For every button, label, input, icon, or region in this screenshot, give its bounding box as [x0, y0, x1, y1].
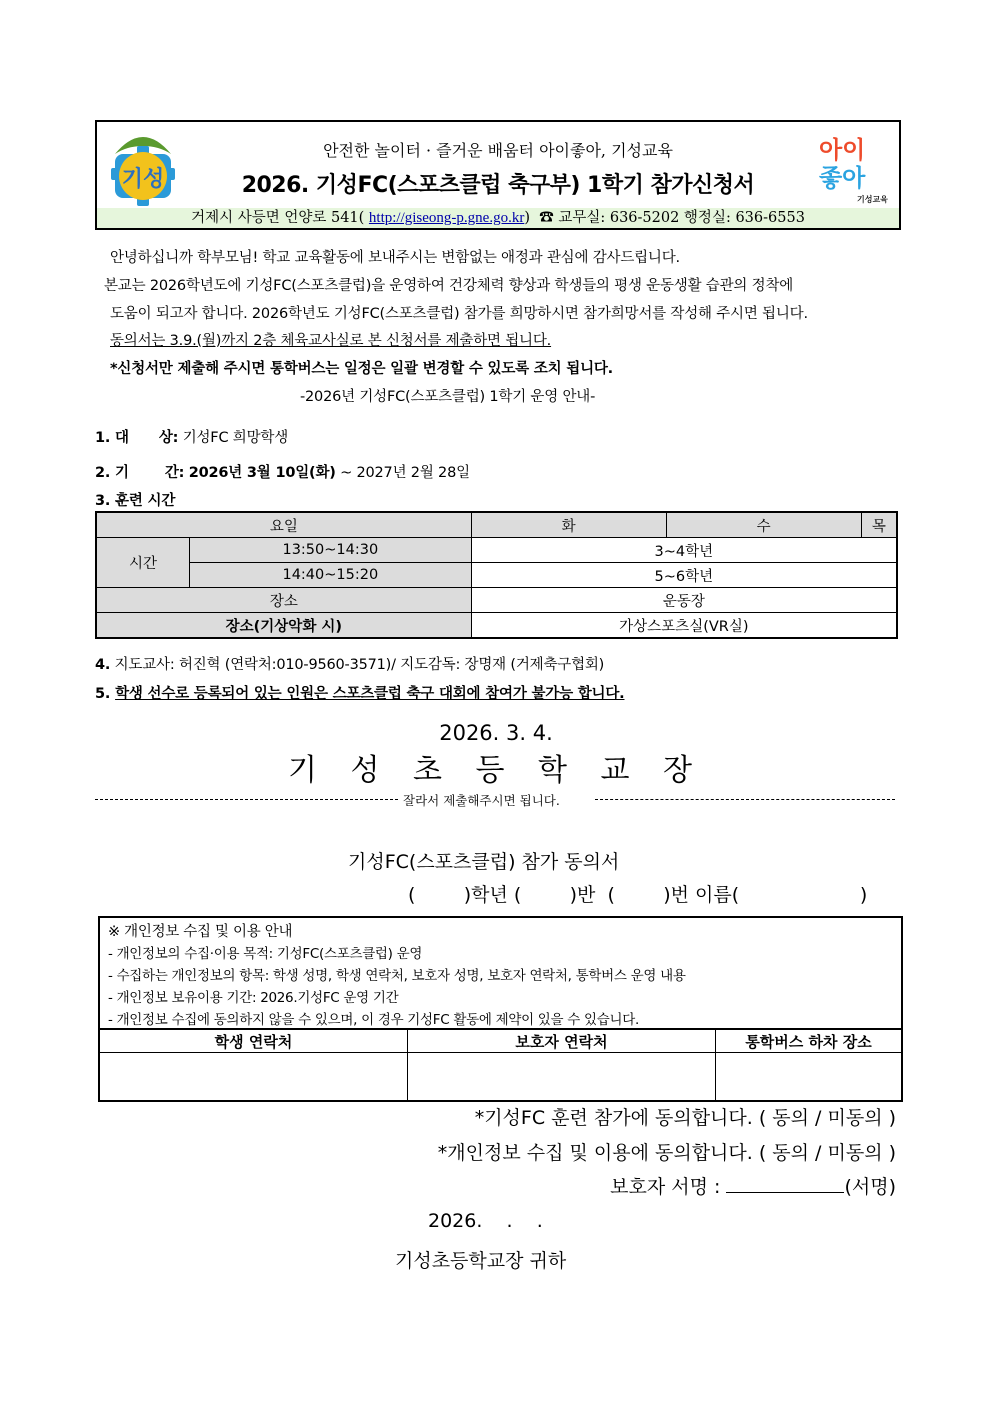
- guardian-signature: [610, 1172, 896, 1199]
- schedule-table: [95, 511, 898, 639]
- principal-title: 기 성 초 등 학 교 장: [287, 753, 705, 788]
- privacy-item: - 개인정보의 수집·이용 목적: 기성FC(스포츠클럽) 운영: [108, 946, 423, 962]
- phone-icon: ☎: [539, 210, 554, 226]
- header-tue: 화: [471, 512, 666, 538]
- addressee: 기성초등학교장 귀하: [395, 1250, 567, 1272]
- item-period: [95, 461, 470, 482]
- table-row: [96, 538, 897, 563]
- item-period-end: ~ 2027년 2월 28일: [340, 465, 470, 481]
- privacy-notice: [100, 918, 901, 1031]
- svg-text:기성: 기성: [121, 167, 165, 192]
- agree-privacy[interactable]: *개인정보 수집 및 이용에 동의합니다. ( 동의 / 미동의 ): [437, 1142, 896, 1164]
- col-bus-stop: 통학버스 하차 장소: [716, 1029, 902, 1053]
- col-guardian-contact: 보호자 연락처: [408, 1029, 716, 1053]
- svg-text:기성교육: 기성교육: [857, 195, 888, 204]
- table-row: [100, 1053, 901, 1102]
- place-value: 운동장: [471, 588, 897, 613]
- svg-text:좋아: 좋아: [819, 164, 866, 192]
- submission-date: 2026. . .: [428, 1210, 543, 1232]
- grade-slot-1: 3~4학년: [471, 538, 897, 563]
- bad-weather-place-value: 가상스포츠실(VR실): [471, 613, 897, 639]
- time-slot-2: 14:40~15:20: [190, 563, 472, 588]
- school-address: 거제시 사등면 언양로 541(: [191, 210, 365, 226]
- col-student-contact: 학생 연락처: [100, 1029, 408, 1053]
- intro-bus-note: *신청서만 제출해 주시면 통학버스는 일정은 일괄 변경할 수 있도록 조치 됩니다.: [110, 361, 613, 377]
- svg-text:아이: 아이: [819, 136, 866, 164]
- signature-field[interactable]: [726, 1174, 844, 1193]
- contact-numbers: 교무실: 636-5202 행정실: 636-6553: [558, 210, 805, 226]
- address-close: ): [524, 210, 530, 226]
- item-coach-num: 4.: [95, 657, 111, 673]
- item-period-label-2: 간:: [164, 465, 185, 481]
- slogan: 안전한 놀이터 · 즐거운 배움터 아이좋아, 기성교육: [323, 141, 673, 160]
- school-website-link[interactable]: http://giseong-p.gne.go.kr: [368, 210, 525, 226]
- contact-band: [97, 208, 899, 228]
- item-period-label: 2. 기: [95, 465, 129, 481]
- grade-slot-2: 5~6학년: [471, 563, 897, 588]
- place-label: 장소: [96, 588, 471, 613]
- intro-line-3: 도움이 되고자 합니다. 2026학년도 기성FC(스포츠클럽) 참가를 희망하시면 참가희망서를 작성해 주시면 됩니다.: [110, 306, 808, 322]
- item-restriction-num: 5.: [95, 686, 111, 702]
- privacy-item: - 개인정보 보유이용 기간: 2026.기성FC 운영 기간: [108, 990, 399, 1006]
- issue-date: 2026. 3. 4.: [439, 721, 553, 745]
- item-target-label: 1. 대: [95, 430, 129, 446]
- bus-stop-field[interactable]: [716, 1053, 902, 1102]
- consent-title: 기성FC(스포츠클럽) 참가 동의서: [348, 851, 620, 873]
- table-row: [96, 563, 897, 588]
- consent-box: [98, 916, 903, 1102]
- operation-guide-subtitle: -2026년 기성FC(스포츠클럽) 1학기 운영 안내-: [300, 389, 596, 405]
- guardian-contact-field[interactable]: [408, 1053, 716, 1102]
- time-label: 시간: [96, 538, 190, 588]
- privacy-title: ※ 개인정보 수집 및 이용 안내: [108, 924, 293, 940]
- guardian-signature-label: 보호자 서명 :: [610, 1176, 721, 1198]
- cut-line-right: [595, 799, 895, 800]
- document-header: [95, 120, 901, 230]
- bad-weather-place-label: 장소(기상악화 시): [96, 613, 471, 639]
- item-restriction-text: 학생 선수로 등록되어 있는 인원은 스포츠클럽 축구 대회에 참여가 불가능 합니다.: [115, 686, 625, 702]
- cut-line: [95, 791, 895, 807]
- cut-line-text: 잘라서 제출해주시면 됩니다.: [403, 793, 560, 808]
- table-row: [96, 512, 897, 538]
- table-row: [96, 613, 897, 639]
- item-target: [95, 426, 288, 447]
- cut-line-left: [95, 799, 398, 800]
- privacy-item: - 수집하는 개인정보의 항목: 학생 성명, 학생 연락처, 보호자 성명, 보호자 연락처, 통학버스 운영 내용: [108, 968, 686, 984]
- intro-line-1: 안녕하십니까 학부모님! 학교 교육활동에 보내주시는 변함없는 애정과 관심에 감사드립니다.: [110, 250, 680, 266]
- student-contact-field[interactable]: [100, 1053, 408, 1102]
- agree-training[interactable]: *기성FC 훈련 참가에 동의합니다. ( 동의 / 미동의 ): [474, 1107, 896, 1129]
- item-period-start: 2026년 3월 10일(화): [188, 465, 336, 481]
- table-row: [100, 1029, 901, 1053]
- header-wed: 수: [666, 512, 861, 538]
- table-row: [96, 588, 897, 613]
- intro-deadline: 동의서는 3.9.(월)까지 2층 체육교사실로 본 신청서를 제출하면 됩니다.: [110, 333, 552, 349]
- privacy-item: - 개인정보 수집에 동의하지 않을 수 있으며, 이 경우 기성FC 활동에 제약이 있을 수 있습니다.: [108, 1012, 639, 1028]
- page-title: 2026. 기성FC(스포츠클럽 축구부) 1학기 참가신청서: [241, 173, 755, 198]
- item-coach-text: 지도교사: 허진혁 (연락처:010-9560-3571)/ 지도감독: 장명재 (거제축구협회): [114, 657, 605, 673]
- guardian-signature-suffix: (서명): [844, 1176, 896, 1198]
- time-slot-1: 13:50~14:30: [190, 538, 472, 563]
- item-training-time-label: 3. 훈련 시간: [95, 493, 176, 509]
- contact-table: [100, 1028, 901, 1101]
- item-target-value: 기성FC 희망학생: [182, 430, 289, 446]
- item-restriction: [95, 682, 624, 703]
- student-info-line[interactable]: ( )학년 ( )반 ( )번 이름( ): [408, 884, 868, 906]
- item-target-label-2: 상:: [158, 430, 179, 446]
- aijoa-logo: [813, 130, 897, 208]
- header-day: 요일: [96, 512, 471, 538]
- header-thu: 목: [861, 512, 897, 538]
- item-coach: [95, 653, 604, 674]
- intro-line-2: 본교는 2026학년도에 기성FC(스포츠클럽)을 운영하여 건강체력 향상과 학생들의 평생 운동생활 습관의 정착에: [104, 278, 794, 294]
